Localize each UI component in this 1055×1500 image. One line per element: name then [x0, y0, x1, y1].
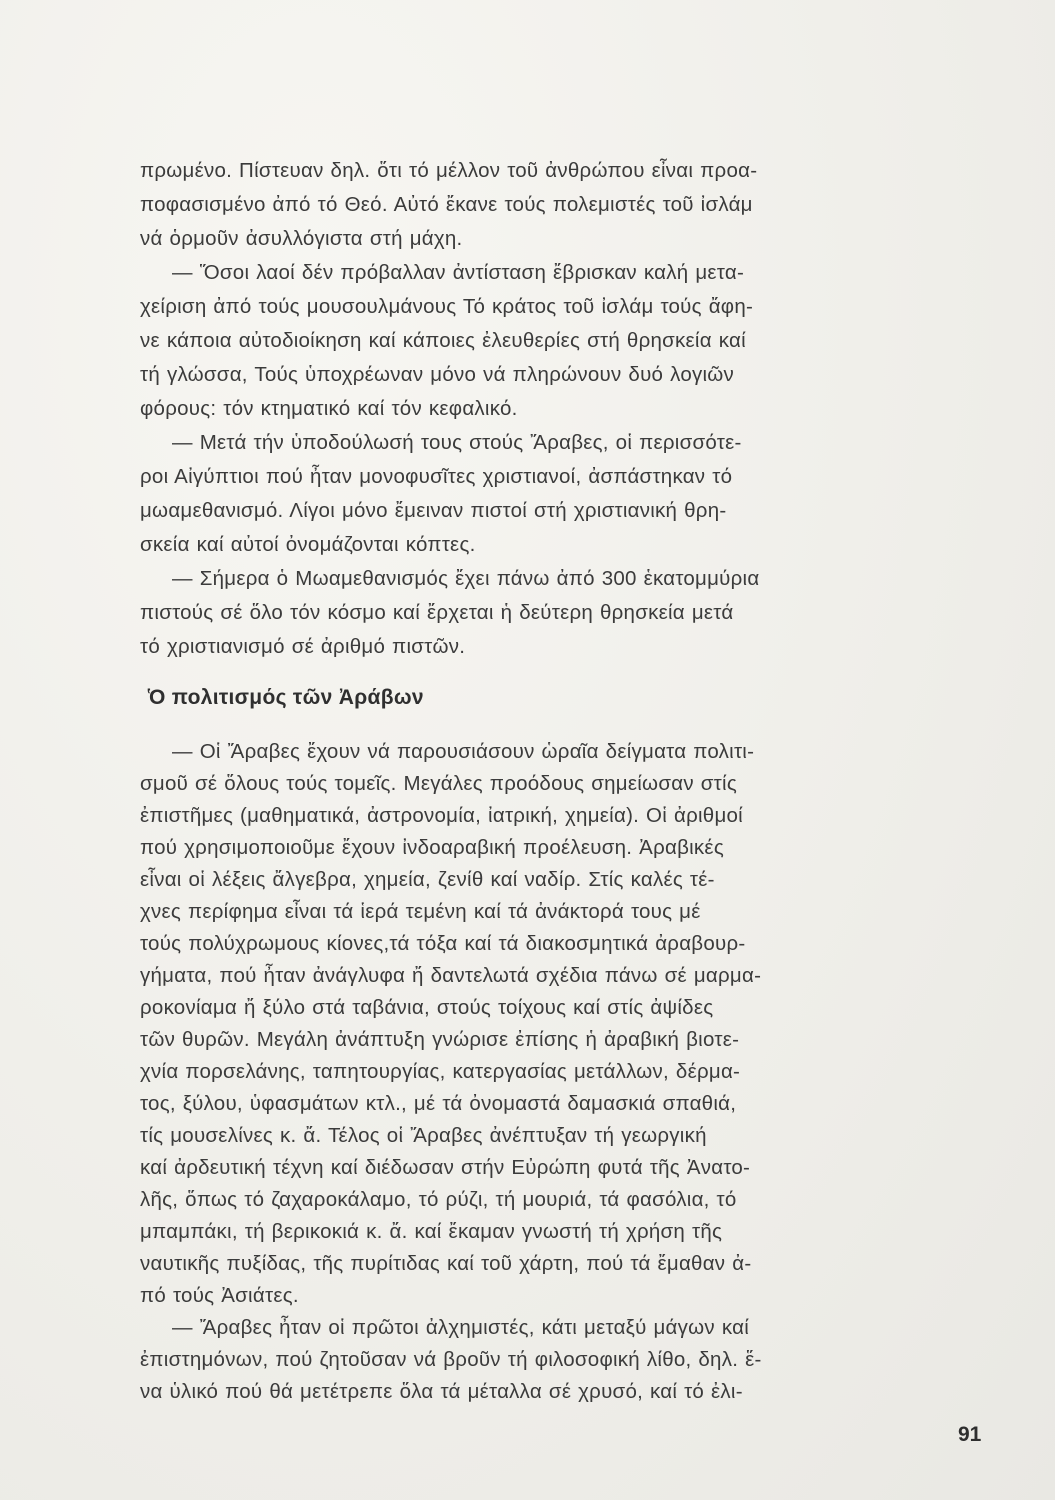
- text-line: νε κάποια αὐτοδιοίκηση καί κάποιες ἐλευθερίες στή θρησκεία καί: [140, 329, 746, 352]
- text-line: — Μετά τήν ὑποδούλωσή τους στούς Ἄραβες, οἱ περισσότε-: [172, 431, 742, 454]
- text-line: καί ἀρδευτική τέχνη καί διέδωσαν στήν Εὐρώπη φυτά τῆς Ἀνατο-: [140, 1156, 751, 1179]
- text-line: — Ἄραβες ἦταν οἱ πρῶτοι ἀλχημιστές, κάτι μεταξύ μάγων καί: [172, 1316, 750, 1339]
- text-line: ναυτικῆς πυξίδας, τῆς πυρίτιδας καί τοῦ χάρτη, πού τά ἔμαθαν ἀ-: [140, 1252, 752, 1275]
- text-line: χείριση ἀπό τούς μουσουλμάνους Τό κράτος τοῦ ἰσλάμ τούς ἄφη-: [140, 295, 754, 318]
- text-line: χνία πορσελάνης, ταπητουργίας, κατεργασίας μετάλλων, δέρμα-: [140, 1060, 741, 1083]
- text-line: σμοῦ σέ ὅλους τούς τομεῖς. Μεγάλες προόδους σημείωσαν στίς: [140, 772, 737, 795]
- text-line: — Σήμερα ὁ Μωαμεθανισμός ἔχει πάνω ἀπό 300 ἑκατομμύρια: [172, 567, 760, 590]
- text-line: ποφασισμένο ἀπό τό Θεό. Αὐτό ἔκανε τούς πολεμιστές τοῦ ἰσλάμ: [140, 193, 753, 216]
- text-line: να ὑλικό πού θά μετέτρεπε ὅλα τά μέταλλα σέ χρυσό, καί τό ἐλι-: [140, 1380, 743, 1403]
- text-line: γήματα, πού ἦταν ἀνάγλυφα ἤ δαντελωτά σχέδια πάνω σέ μαρμα-: [140, 964, 762, 987]
- text-line: πιστούς σέ ὅλο τόν κόσμο καί ἔρχεται ἡ δεύτερη θρησκεία μετά: [140, 601, 734, 624]
- text-line: τίς μουσελίνες κ. ἄ. Τέλος οἱ Ἄραβες ἀνέπτυξαν τή γεωργική: [140, 1124, 707, 1147]
- text-line: μπαμπάκι, τή βερικοκιά κ. ἄ. καί ἔκαμαν γνωστή τή χρήση τῆς: [140, 1220, 723, 1243]
- text-line: ροκονίαμα ἤ ξύλο στά ταβάνια, στούς τοίχους καί στίς ἀψίδες: [140, 996, 714, 1019]
- text-line: ροι Αἰγύπτιοι πού ἦταν μονοφυσῖτες χριστιανοί, ἀσπάστηκαν τό: [140, 465, 733, 488]
- text-line: λῆς, ὅπως τό ζαχαροκάλαμο, τό ρύζι, τή μουριά, τά φασόλια, τό: [140, 1188, 737, 1211]
- text-line: ἐπιστῆμες (μαθηματικά, ἀστρονομία, ἰατρική, χημεία). Οἱ ἀριθμοί: [140, 804, 743, 827]
- text-line: τή γλώσσα, Τούς ὑποχρέωναν μόνο νά πληρώνουν δυό λογιῶν: [140, 363, 735, 386]
- text-line: νά ὁρμοῦν ἀσυλλόγιστα στή μάχη.: [140, 227, 463, 250]
- text-line: τούς πολύχρωμους κίονες,τά τόξα καί τά διακοσμητικά ἀραβουρ-: [140, 932, 746, 955]
- text-line: πό τούς Ἀσιάτες.: [140, 1284, 299, 1307]
- text-line: — Ὅσοι λαοί δέν πρόβαλλαν ἀντίσταση ἔβρισκαν καλή μετα-: [172, 261, 745, 284]
- text-line: ἐπιστημόνων, πού ζητοῦσαν νά βροῦν τή φιλοσοφική λίθο, δηλ. ἕ-: [140, 1348, 762, 1371]
- text-line: τό χριστιανισμό σέ ἀριθμό πιστῶν.: [140, 635, 466, 658]
- section-heading: Ὁ πολιτισμός τῶν Ἀράβων: [148, 686, 424, 709]
- text-line: φόρους: τόν κτηματικό καί τόν κεφαλικό.: [140, 397, 518, 420]
- text-line: σκεία καί αὐτοί ὀνομάζονται κόπτες.: [140, 533, 476, 556]
- text-line: εἶναι οἱ λέξεις ἄλγεβρα, χημεία, ζενίθ καί ναδίρ. Στίς καλές τέ-: [140, 868, 715, 891]
- text-line: πού χρησιμοποιοῦμε ἔχουν ἰνδοαραβική προέλευση. Ἀραβικές: [140, 836, 724, 859]
- text-line: χνες περίφημα εἶναι τά ἱερά τεμένη καί τά ἀνάκτορά τους μέ: [140, 900, 701, 923]
- page-number: 91: [958, 1423, 982, 1446]
- text-line: τος, ξύλου, ὑφασμάτων κτλ., μέ τά ὀνομαστά δαμασκιά σπαθιά,: [140, 1092, 737, 1115]
- text-line: πρωμένο. Πίστευαν δηλ. ὅτι τό μέλλον τοῦ ἀνθρώπου εἶναι προα-: [140, 159, 758, 182]
- text-line: μωαμεθανισμό. Λίγοι μόνο ἔμειναν πιστοί στή χριστιανική θρη-: [140, 499, 727, 522]
- text-line: τῶν θυρῶν. Μεγάλη ἀνάπτυξη γνώρισε ἐπίσης ἡ ἀραβική βιοτε-: [140, 1028, 740, 1051]
- text-line: — Οἱ Ἄραβες ἔχουν νά παρουσιάσουν ὡραῖα δείγματα πολιτι-: [172, 740, 755, 763]
